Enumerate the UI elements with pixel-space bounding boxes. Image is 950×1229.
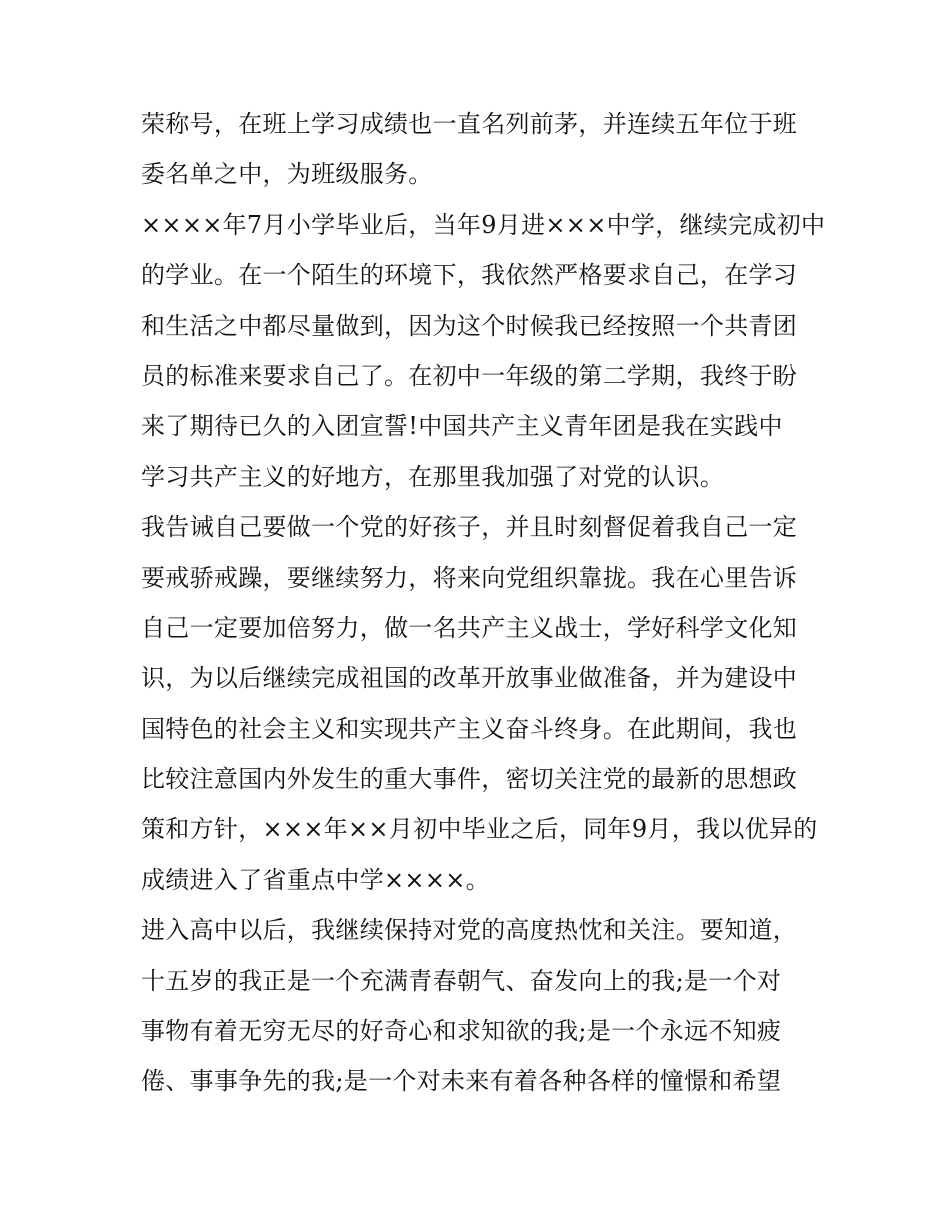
text-line: ××××年7月小学毕业后，当年9月进×××中学，继续完成初中	[141, 210, 826, 239]
text-line: 学习共产主义的好地方，在那里我加强了对党的认识。	[141, 462, 725, 491]
text-line: 成绩进入了省重点中学××××。	[141, 865, 490, 894]
text-line: 的学业。在一个陌生的环境下，我依然严格要求自己，在学习	[141, 261, 798, 290]
text-line: 自己一定要加倍努力，做一名共产主义战士，学好科学文化知	[141, 613, 798, 642]
text-line: 比较注意国内外发生的重大事件，密切关注党的最新的思想政	[141, 765, 798, 794]
text-line: 我告诫自己要做一个党的好孩子，并且时刻督促着我自己一定	[141, 513, 798, 542]
text-line: 事物有着无穷无尽的好奇心和求知欲的我;是一个永远不知疲	[141, 1017, 782, 1046]
text-line: 来了期待已久的入团宣誓!中国共产主义青年团是我在实践中	[141, 412, 783, 441]
text-line: 员的标准来要求自己了。在初中一年级的第二学期，我终于盼	[141, 361, 798, 390]
text-line: 十五岁的我正是一个充满青春朝气、奋发向上的我;是一个对	[141, 966, 782, 995]
text-line: 识，为以后继续完成祖国的改革开放事业做准备，并为建设中	[141, 664, 798, 693]
text-line: 荣称号，在班上学习成绩也一直名列前茅，并连续五年位于班	[141, 110, 798, 138]
text-line: 进入高中以后，我继续保持对党的高度热忱和关注。要知道，	[141, 916, 798, 945]
text-line: 倦、事事争先的我;是一个对未来有着各种各样的憧憬和希望	[141, 1067, 782, 1096]
text-line: 要戒骄戒躁，要继续努力，将来向党组织靠拢。我在心里告诉	[141, 563, 798, 592]
text-line: 委名单之中，为班级服务。	[141, 160, 433, 189]
text-line: 策和方针，×××年××月初中毕业之后，同年9月，我以优异的	[141, 815, 818, 844]
text-line: 国特色的社会主义和实现共产主义奋斗终身。在此期间，我也	[141, 714, 798, 743]
text-line: 和生活之中都尽量做到，因为这个时候我已经按照一个共青团	[141, 311, 798, 340]
body-text	[141, 99, 826, 1107]
